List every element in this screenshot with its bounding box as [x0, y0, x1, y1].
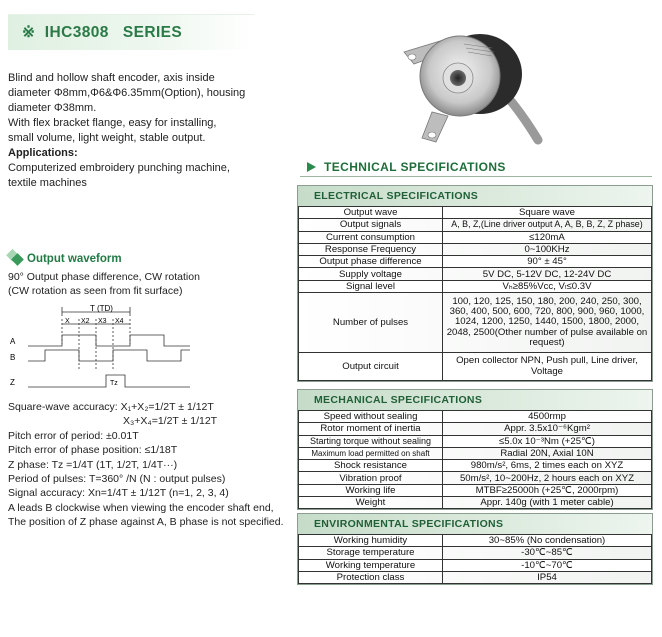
channel-z-wave: [28, 375, 190, 387]
table-row: [299, 243, 652, 255]
spec-value: Radial 20N, Axial 10N: [443, 447, 652, 459]
table-row: [299, 268, 652, 280]
spec-label: Storage temperature: [299, 547, 443, 559]
technical-heading: [306, 160, 506, 174]
spec-value: ≤120mA: [443, 231, 652, 243]
x-label: X: [65, 318, 70, 325]
table-row: [299, 231, 652, 243]
spec-value: 980m/s², 6ms, 2 times each on XYZ: [443, 460, 652, 472]
spec-value: Appr. 3.5x10⁻⁶Kgm²: [443, 423, 652, 435]
intro-line: Blind and hollow shaft encoder, axis inside: [8, 72, 215, 84]
spec-value: ≤5.0x 10⁻³Nm (+25℃): [443, 435, 652, 447]
channel-b-wave: [28, 350, 190, 361]
table-row: [299, 497, 652, 509]
waveform-note: Z phase: Tz =1/4T (1T, 1/2T, 1/4T···): [8, 458, 178, 471]
period-label: T (TD): [90, 304, 113, 313]
tz-label: Tz: [110, 380, 118, 387]
spec-value: -10℃~70℃: [443, 559, 652, 571]
table-row: [299, 447, 652, 459]
channel-label: A: [10, 337, 16, 346]
mechanical-spec-table: [298, 410, 652, 509]
spec-value: A, B, Z,(Line driver output A, A, B, B, Z, Z phase): [443, 219, 652, 231]
waveform-note: X₃+X₄=1/2T ± 1/12T: [123, 415, 218, 428]
spec-value: 30~85% (No condensation): [443, 535, 652, 547]
spec-value: IP54: [443, 571, 652, 583]
table-row: [299, 472, 652, 484]
waveform-diagram: [8, 302, 208, 394]
spec-label: Maximum load permitted on shaft: [299, 447, 443, 459]
waveform-note: Period of pulses: T=360° /N (N : output pulses): [8, 473, 226, 486]
table-row: [299, 219, 652, 231]
technical-divider: [300, 176, 652, 177]
table-row: [299, 353, 652, 381]
spec-label: Output signals: [299, 219, 443, 231]
spec-label: Supply voltage: [299, 268, 443, 280]
waveform-heading: [8, 253, 122, 265]
spec-value: Appr. 140g (with 1 meter cable): [443, 497, 652, 509]
spec-value: 50m/s², 10~200Hz, 2 hours each on XYZ: [443, 472, 652, 484]
applications-label: Applications:: [8, 147, 78, 159]
channel-a-wave: [28, 335, 190, 346]
spec-label: Working life: [299, 484, 443, 496]
table-row: [299, 435, 652, 447]
spec-label: Number of pulses: [299, 293, 443, 353]
spec-value: 0~100KHz: [443, 243, 652, 255]
x-label: X2: [81, 318, 90, 325]
spec-label: Vibration proof: [299, 472, 443, 484]
spec-value: 5V DC, 5-12V DC, 12-24V DC: [443, 268, 652, 280]
encoder-product-photo: [392, 12, 552, 147]
spec-label: Weight: [299, 497, 443, 509]
table-row: [299, 293, 652, 353]
environmental-spec-table: [298, 534, 652, 584]
spec-value: Vₕ≥85%Vcc, Vₗ≤0.3V: [443, 280, 652, 292]
waveform-note: Square-wave accuracy: X₁+X₂=1/2T ± 1/12T: [8, 401, 214, 413]
table-row: [299, 256, 652, 268]
waveform-note: Pitch error of period: ±0.01T: [8, 429, 139, 442]
table-row: [299, 411, 652, 423]
waveform-note: A leads B clockwise when viewing the encoder shaft end,: [8, 501, 274, 514]
intro-line: diameter Φ38mm.: [8, 102, 97, 114]
waveform-desc-line: (CW rotation as seen from fit surface): [8, 285, 183, 298]
electrical-spec-section: [297, 185, 653, 382]
spec-value: MTBF≥25000h (+25℃, 2000rpm): [443, 484, 652, 496]
table-row: [299, 423, 652, 435]
table-row: [299, 571, 652, 583]
waveform-notes: [8, 400, 284, 530]
channel-label: Z: [10, 378, 15, 387]
spec-label: Signal level: [299, 280, 443, 292]
spec-value: Square wave: [443, 207, 652, 219]
intro-line: diameter Φ8mm,Φ6&Φ6.35mm(Option), housing: [8, 87, 246, 99]
spec-label: Protection class: [299, 571, 443, 583]
waveform-note: Signal accuracy: Xn=1/4T ± 1/12T (n=1, 2, 3, 4): [8, 487, 229, 500]
applications-line: textile machines: [8, 177, 87, 189]
table-row: [299, 547, 652, 559]
spec-label: Output wave: [299, 207, 443, 219]
spec-label: Output phase difference: [299, 256, 443, 268]
mechanical-spec-section: [297, 389, 653, 510]
mechanical-title: MECHANICAL SPECIFICATIONS: [298, 390, 652, 410]
table-row: [299, 460, 652, 472]
spec-label: Shock resistance: [299, 460, 443, 472]
waveform-description: [8, 270, 200, 299]
spec-label: Starting torque without sealing: [299, 435, 443, 447]
spec-label: Working temperature: [299, 559, 443, 571]
spec-value: -30℃~85℃: [443, 547, 652, 559]
x-label: X4: [115, 318, 124, 325]
spec-label: Rotor moment of inertia: [299, 423, 443, 435]
x-label: X3: [98, 318, 107, 325]
series-title: ※ IHC3808 SERIES: [22, 24, 183, 41]
electrical-title: ELECTRICAL SPECIFICATIONS: [298, 186, 652, 206]
environmental-title: ENVIRONMENTAL SPECIFICATIONS: [298, 514, 652, 534]
technical-title: TECHNICAL SPECIFICATIONS: [324, 160, 506, 174]
table-row: [299, 559, 652, 571]
table-row: [299, 484, 652, 496]
intro-text: [8, 71, 245, 191]
spec-label: Output circuit: [299, 353, 443, 381]
spec-label: Speed without sealing: [299, 411, 443, 423]
waveform-desc-line: 90° Output phase difference, CW rotation: [8, 271, 200, 283]
spec-value: 4500rmp: [443, 411, 652, 423]
applications-line: Computerized embroidery punching machine,: [8, 162, 230, 174]
waveform-title: Output waveform: [27, 253, 122, 265]
intro-line: small volume, light weight, stable output.: [8, 132, 206, 144]
table-row: [299, 207, 652, 219]
waveform-note: Pitch error of phase position: ≤1/18T: [8, 444, 178, 457]
environmental-spec-section: [297, 513, 653, 585]
spec-value: 90° ± 45°: [443, 256, 652, 268]
intro-line: With flex bracket flange, easy for installing,: [8, 117, 217, 129]
electrical-spec-table: [298, 206, 652, 381]
spec-value: 100, 120, 125, 150, 180, 200, 240, 250, 300, 360, 400, 500, 600, 720, 800, 900, 960, 1000, 1024, 1200, 1250, 1440, 1500, 1800, 2000, 2048, 2500(Other number of pulse available on request): [443, 293, 652, 353]
table-row: [299, 280, 652, 292]
spec-value: Open collector NPN, Push pull, Line driver, Voltage: [443, 353, 652, 381]
play-bullet-icon: [306, 162, 316, 172]
spec-label: Current consumption: [299, 231, 443, 243]
waveform-note: The position of Z phase against A, B phase is not specified.: [8, 516, 284, 529]
spec-label: Response Frequency: [299, 243, 443, 255]
table-row: [299, 535, 652, 547]
channel-label: B: [10, 353, 16, 362]
spec-label: Working humidity: [299, 535, 443, 547]
